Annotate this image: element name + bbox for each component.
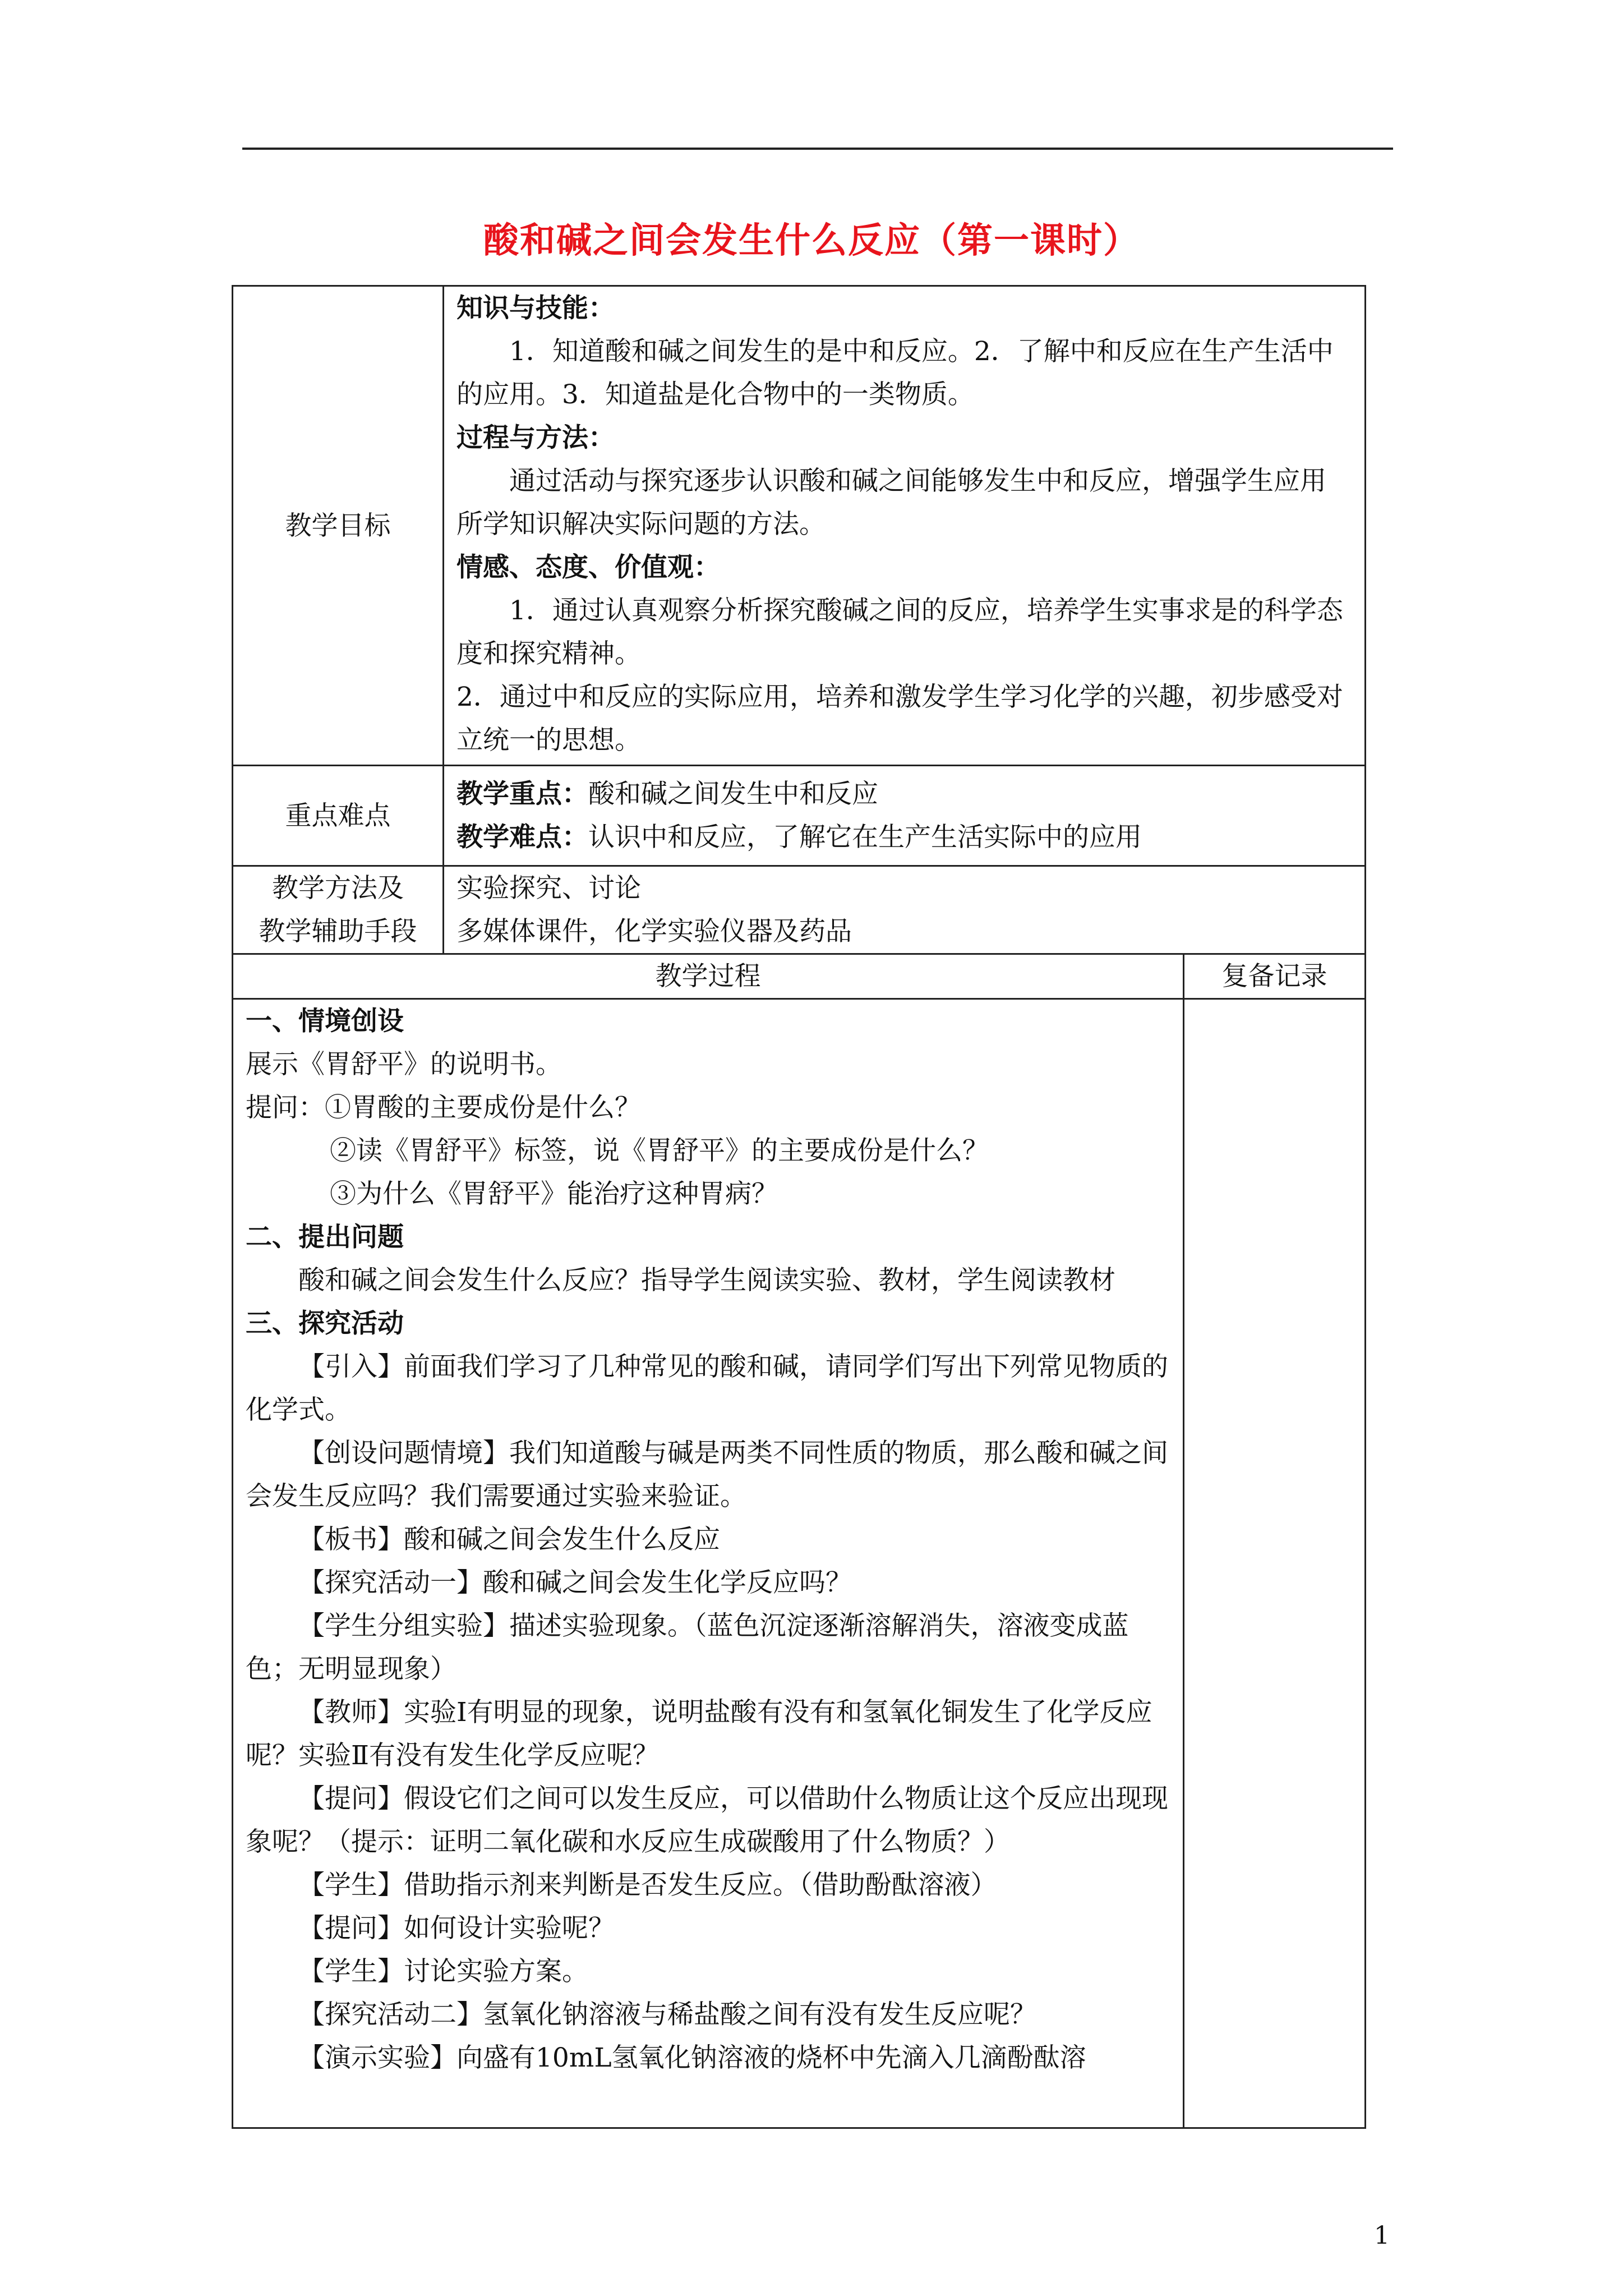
key-points-row bbox=[233, 766, 1366, 866]
knowledge-text: 1．知道酸和碱之间发生的是中和反应。2．了解中和反应在生产生活中的应用。3．知道盐是化合物中的一类物质。 bbox=[457, 336, 1334, 410]
focus-heading: 教学重点： bbox=[457, 779, 588, 809]
process-method-text: 通过活动与探究逐步认识酸和碱之间能够发生中和反应，增强学生应用所学知识解决实际问题的方法。 bbox=[457, 466, 1326, 540]
process-column-header: 教学过程 bbox=[233, 954, 1184, 999]
section-3-line: 【探究活动一】酸和碱之间会发生化学反应吗？ bbox=[298, 1567, 852, 1598]
section-1-heading: 一、情境创设 bbox=[246, 1006, 404, 1037]
section-1-question-2: ②读《胃舒平》标签，说《胃舒平》的主要成份是什么？ bbox=[330, 1135, 989, 1166]
methods-line1: 实验探究、讨论 bbox=[457, 873, 641, 904]
section-3-line: 【教师】实验Ⅰ有明显的现象，说明盐酸有没有和氢氧化铜发生了化学反应呢？实验Ⅱ有没有发生化学反应呢？ bbox=[246, 1697, 1152, 1771]
section-1-line: 展示《胃舒平》的说明书。 bbox=[246, 1049, 562, 1080]
document-title: 酸和碱之间会发生什么反应（第一课时） bbox=[483, 220, 1140, 261]
lesson-plan-table bbox=[232, 285, 1366, 2129]
methods-label bbox=[233, 866, 444, 954]
section-3-line: 【学生】借助指示剂来判断是否发生反应。（借助酚酞溶液） bbox=[298, 1870, 997, 1901]
emotion-heading: 情感、态度、价值观： bbox=[457, 552, 720, 583]
notes-cell bbox=[1184, 999, 1366, 2128]
section-3-line: 【学生】讨论实验方案。 bbox=[298, 1956, 588, 1987]
focus-text: 酸和碱之间发生中和反应 bbox=[588, 779, 878, 809]
header-rule bbox=[242, 148, 1393, 150]
objectives-content bbox=[444, 286, 1366, 766]
difficulty-text: 认识中和反应，了解它在生产生活实际中的应用 bbox=[588, 822, 1142, 853]
process-header-row bbox=[233, 954, 1366, 999]
section-2-heading: 二、提出问题 bbox=[246, 1222, 404, 1253]
section-3-line: 【提问】假设它们之间可以发生反应，可以借助什么物质让这个反应出现现象呢？（提示：证明二氧化碳和水反应生成碳酸用了什么物质？） bbox=[246, 1783, 1168, 1857]
process-content bbox=[233, 999, 1184, 2128]
methods-label-line2: 教学辅助手段 bbox=[259, 916, 417, 947]
section-3-line: 【演示实验】向盛有10mL氢氧化钠溶液的烧杯中先滴入几滴酚酞溶 bbox=[298, 2042, 1086, 2073]
key-points-content bbox=[444, 766, 1366, 866]
page-number: 1 bbox=[1374, 2221, 1390, 2250]
notes-column-header: 复备记录 bbox=[1184, 954, 1366, 999]
section-1-question-3: ③为什么《胃舒平》能治疗这种胃病？ bbox=[330, 1179, 778, 1209]
section-3-line: 【学生分组实验】描述实验现象。（蓝色沉淀逐渐溶解消失，溶液变成蓝色；无明显现象） bbox=[246, 1611, 1129, 1685]
methods-content bbox=[444, 866, 1366, 954]
section-3-line: 【提问】如何设计实验呢？ bbox=[298, 1913, 615, 1944]
process-body-row bbox=[233, 999, 1366, 2128]
knowledge-heading: 知识与技能： bbox=[457, 293, 615, 324]
objectives-row bbox=[233, 286, 1366, 766]
emotion-text-1: 1．通过认真观察分析探究酸碱之间的反应，培养学生实事求是的科学态度和探究精神。 bbox=[457, 595, 1343, 669]
process-method-heading: 过程与方法： bbox=[457, 422, 615, 453]
methods-line2: 多媒体课件，化学实验仪器及药品 bbox=[457, 916, 852, 947]
difficulty-heading: 教学难点： bbox=[457, 822, 588, 853]
section-2-line: 酸和碱之间会发生什么反应？指导学生阅读实验、教材，学生阅读教材 bbox=[298, 1265, 1115, 1296]
objectives-label: 教学目标 bbox=[233, 286, 444, 766]
methods-label-line1: 教学方法及 bbox=[272, 873, 404, 904]
section-3-line: 【创设问题情境】我们知道酸与碱是两类不同性质的物质，那么酸和碱之间会发生反应吗？我们需要通过实验来验证。 bbox=[246, 1438, 1168, 1512]
section-3-heading: 三、探究活动 bbox=[246, 1308, 404, 1339]
section-1-question-1: 提问：①胃酸的主要成份是什么？ bbox=[246, 1092, 641, 1123]
methods-row bbox=[233, 866, 1366, 954]
key-points-label: 重点难点 bbox=[233, 766, 444, 866]
emotion-text-2: 2．通过中和反应的实际应用，培养和激发学生学习化学的兴趣，初步感受对立统一的思想。 bbox=[457, 682, 1343, 756]
section-3-line: 【探究活动二】氢氧化钠溶液与稀盐酸之间有没有发生反应呢？ bbox=[298, 1999, 1036, 2030]
section-3-line: 【引入】前面我们学习了几种常见的酸和碱，请同学们写出下列常见物质的化学式。 bbox=[246, 1351, 1168, 1425]
section-3-line: 【板书】酸和碱之间会发生什么反应 bbox=[298, 1524, 720, 1555]
